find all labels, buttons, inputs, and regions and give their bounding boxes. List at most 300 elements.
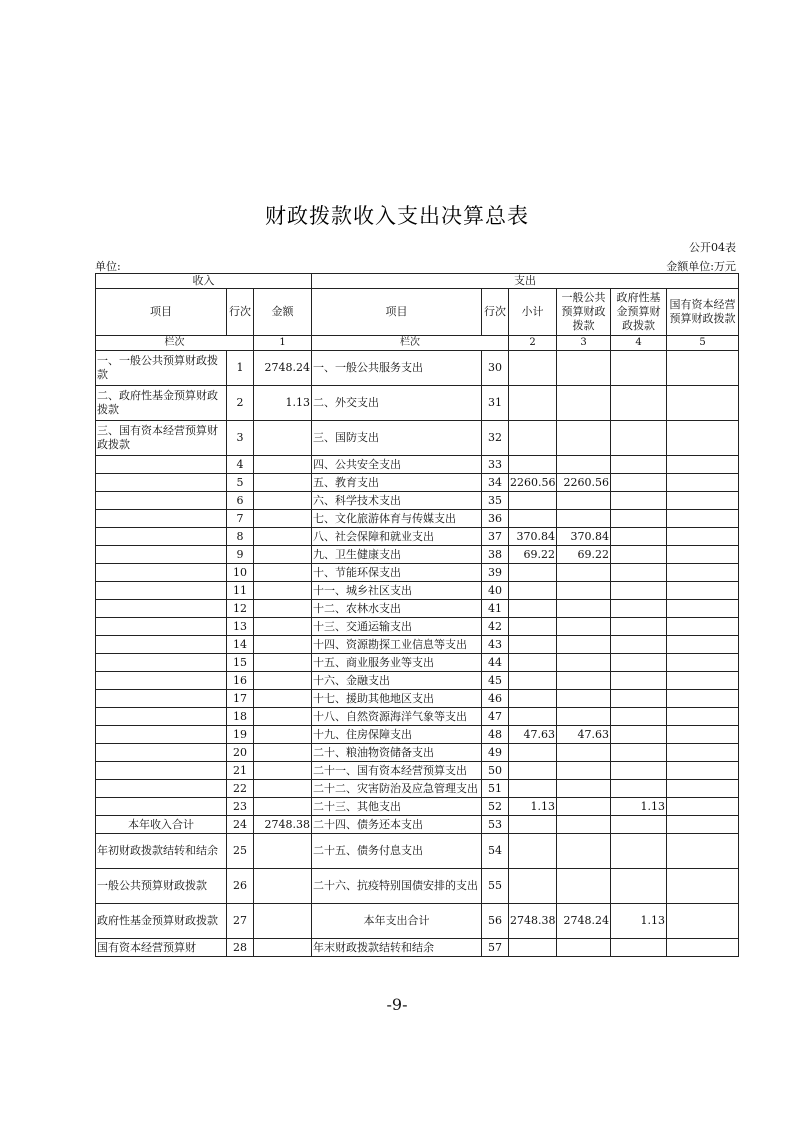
expense-row-number: 48: [482, 726, 509, 744]
gov-fund-amount: [611, 351, 667, 386]
state-capital-amount: [667, 528, 739, 546]
table-row: [96, 816, 739, 834]
income-item: 一般公共预算财政拨款: [96, 869, 227, 904]
expense-item: 七、文化旅游体育与传媒支出: [312, 510, 482, 528]
expense-row-number: 53: [482, 816, 509, 834]
expense-row-number: 45: [482, 672, 509, 690]
state-capital-amount: [667, 762, 739, 780]
general-budget-amount: [557, 386, 611, 421]
income-row-number: 8: [227, 528, 254, 546]
expense-row-header: 行次: [482, 289, 509, 336]
income-row-number: 27: [227, 904, 254, 939]
subtotal-amount: 69.22: [509, 546, 557, 564]
expense-row-number: 34: [482, 474, 509, 492]
state-capital-amount: [667, 386, 739, 421]
column-number-expense-label: 栏次: [312, 336, 509, 351]
income-item: [96, 456, 227, 474]
subtotal-amount: 47.63: [509, 726, 557, 744]
column-number-general-budget: 3: [557, 336, 611, 351]
table-row: [96, 690, 739, 708]
table-row: [96, 528, 739, 546]
expense-item: 八、社会保障和就业支出: [312, 528, 482, 546]
expense-item: 九、卫生健康支出: [312, 546, 482, 564]
gov-fund-amount: [611, 762, 667, 780]
table-row: [96, 708, 739, 726]
expense-row-number: 54: [482, 834, 509, 869]
income-row-number: 6: [227, 492, 254, 510]
income-item: 本年收入合计: [96, 816, 227, 834]
general-budget-amount: 370.84: [557, 528, 611, 546]
gov-fund-amount: [611, 672, 667, 690]
expense-item: 二十一、国有资本经营预算支出: [312, 762, 482, 780]
income-amount: [254, 492, 312, 510]
general-budget-amount: [557, 798, 611, 816]
expense-row-number: 51: [482, 780, 509, 798]
expense-item: 十、节能环保支出: [312, 564, 482, 582]
subtotal-amount: [509, 672, 557, 690]
general-budget-amount: [557, 762, 611, 780]
gov-fund-amount: [611, 421, 667, 456]
state-capital-amount: [667, 492, 739, 510]
state-capital-amount: [667, 636, 739, 654]
state-capital-amount: [667, 546, 739, 564]
subtotal-amount: [509, 869, 557, 904]
income-item: [96, 474, 227, 492]
expense-item: 二十六、抗疫特别国债安排的支出: [312, 869, 482, 904]
subtotal-amount: [509, 816, 557, 834]
expense-row-number: 56: [482, 904, 509, 939]
table-row: [96, 798, 739, 816]
expense-row-number: 30: [482, 351, 509, 386]
table-row: [96, 654, 739, 672]
income-row-number: 13: [227, 618, 254, 636]
general-budget-amount: [557, 869, 611, 904]
general-budget-amount: [557, 708, 611, 726]
income-row-number: 18: [227, 708, 254, 726]
income-amount-header: 金额: [254, 289, 312, 336]
subtotal-amount: [509, 780, 557, 798]
table-row: [96, 351, 739, 386]
income-row-number: 19: [227, 726, 254, 744]
expense-row-number: 41: [482, 600, 509, 618]
expense-item: 十六、金融支出: [312, 672, 482, 690]
expense-item: 十八、自然资源海洋气象等支出: [312, 708, 482, 726]
subtotal-amount: [509, 600, 557, 618]
general-budget-amount: [557, 780, 611, 798]
income-item: [96, 492, 227, 510]
income-item: [96, 708, 227, 726]
income-amount: 2748.24: [254, 351, 312, 386]
expense-item: 一、一般公共服务支出: [312, 351, 482, 386]
general-budget-amount: 2260.56: [557, 474, 611, 492]
state-capital-amount: [667, 780, 739, 798]
income-item: [96, 690, 227, 708]
income-item: [96, 798, 227, 816]
column-number-subtotal: 2: [509, 336, 557, 351]
general-budget-amount: [557, 618, 611, 636]
expense-item: 二十四、债务还本支出: [312, 816, 482, 834]
state-capital-amount: [667, 939, 739, 957]
income-row-number: 14: [227, 636, 254, 654]
income-item: [96, 528, 227, 546]
state-capital-amount: [667, 510, 739, 528]
gov-fund-amount: [611, 780, 667, 798]
income-amount: [254, 762, 312, 780]
income-item: [96, 618, 227, 636]
column-number-state-capital: 5: [667, 336, 739, 351]
general-budget-amount: [557, 564, 611, 582]
income-section-header: 收入: [96, 274, 312, 289]
table-row: [96, 834, 739, 869]
gov-fund-amount: [611, 708, 667, 726]
income-amount: 2748.38: [254, 816, 312, 834]
expense-row-number: 40: [482, 582, 509, 600]
expense-row-number: 33: [482, 456, 509, 474]
gov-fund-amount: [611, 528, 667, 546]
form-code: 公开04表: [689, 241, 736, 254]
income-item: [96, 762, 227, 780]
income-item: [96, 726, 227, 744]
table-row: [96, 510, 739, 528]
expense-item: 年末财政拨款结转和结余: [312, 939, 482, 957]
general-budget-amount: [557, 816, 611, 834]
expense-item: 十四、资源勘探工业信息等支出: [312, 636, 482, 654]
gov-fund-amount: 1.13: [611, 904, 667, 939]
income-amount: [254, 528, 312, 546]
income-row-number: 3: [227, 421, 254, 456]
gov-fund-amount: [611, 816, 667, 834]
income-row-number: 20: [227, 744, 254, 762]
subtotal-amount: 370.84: [509, 528, 557, 546]
income-amount: [254, 690, 312, 708]
income-item: [96, 546, 227, 564]
gov-fund-amount: [611, 618, 667, 636]
expense-item: 十五、商业服务业等支出: [312, 654, 482, 672]
general-budget-amount: [557, 672, 611, 690]
subtotal-amount: [509, 636, 557, 654]
expense-row-number: 35: [482, 492, 509, 510]
expense-item: 五、教育支出: [312, 474, 482, 492]
state-capital-amount: [667, 816, 739, 834]
gov-fund-amount: [611, 546, 667, 564]
gov-fund-amount: [611, 869, 667, 904]
income-row-number: 4: [227, 456, 254, 474]
income-item-header: 项目: [96, 289, 227, 336]
general-budget-amount: [557, 939, 611, 957]
expense-row-number: 47: [482, 708, 509, 726]
state-capital-amount: [667, 726, 739, 744]
income-item: 三、国有资本经营预算财政拨款: [96, 421, 227, 456]
income-amount: [254, 618, 312, 636]
expense-row-number: 37: [482, 528, 509, 546]
income-row-number: 9: [227, 546, 254, 564]
table-row: [96, 582, 739, 600]
income-row-number: 25: [227, 834, 254, 869]
income-item: 年初财政拨款结转和结余: [96, 834, 227, 869]
table-row: [96, 869, 739, 904]
gov-fund-header: 政府性基金预算财政拨款: [611, 289, 667, 336]
expense-row-number: 44: [482, 654, 509, 672]
table-row: [96, 780, 739, 798]
gov-fund-amount: [611, 386, 667, 421]
expense-item: 十一、城乡社区支出: [312, 582, 482, 600]
expense-section-header: 支出: [312, 274, 739, 289]
income-amount: [254, 726, 312, 744]
income-amount: [254, 546, 312, 564]
subtotal-amount: [509, 618, 557, 636]
state-capital-amount: [667, 869, 739, 904]
expense-row-number: 43: [482, 636, 509, 654]
subtotal-header: 小计: [509, 289, 557, 336]
income-row-number: 24: [227, 816, 254, 834]
income-amount: [254, 744, 312, 762]
expense-item: 二十二、灾害防治及应急管理支出: [312, 780, 482, 798]
expense-item: 本年支出合计: [312, 904, 482, 939]
subtotal-amount: [509, 421, 557, 456]
subtotal-amount: [509, 939, 557, 957]
subtotal-amount: [509, 510, 557, 528]
gov-fund-amount: [611, 582, 667, 600]
state-capital-amount: [667, 600, 739, 618]
income-item: 政府性基金预算财政拨款: [96, 904, 227, 939]
income-row-number: 22: [227, 780, 254, 798]
income-amount: [254, 582, 312, 600]
table-row: [96, 421, 739, 456]
general-budget-amount: [557, 351, 611, 386]
gov-fund-amount: [611, 726, 667, 744]
state-capital-amount: [667, 582, 739, 600]
table-row: [96, 386, 739, 421]
expense-item: 十二、农林水支出: [312, 600, 482, 618]
income-item: [96, 654, 227, 672]
state-capital-amount: [667, 744, 739, 762]
state-capital-amount: [667, 690, 739, 708]
general-budget-amount: [557, 636, 611, 654]
income-amount: [254, 672, 312, 690]
gov-fund-amount: [611, 744, 667, 762]
general-budget-amount: 2748.24: [557, 904, 611, 939]
state-capital-amount: [667, 904, 739, 939]
column-number-gov-fund: 4: [611, 336, 667, 351]
expense-row-number: 39: [482, 564, 509, 582]
subtotal-amount: [509, 762, 557, 780]
expense-row-number: 46: [482, 690, 509, 708]
state-capital-amount: [667, 421, 739, 456]
table-row: [96, 456, 739, 474]
general-budget-amount: [557, 744, 611, 762]
general-budget-amount: [557, 456, 611, 474]
general-budget-amount: [557, 834, 611, 869]
expense-item: 十七、援助其他地区支出: [312, 690, 482, 708]
table-row: [96, 492, 739, 510]
general-budget-amount: [557, 582, 611, 600]
table-row: [96, 744, 739, 762]
table-row: [96, 762, 739, 780]
gov-fund-amount: [611, 456, 667, 474]
expense-item: 十三、交通运输支出: [312, 618, 482, 636]
income-row-header: 行次: [227, 289, 254, 336]
general-budget-amount: [557, 600, 611, 618]
gov-fund-amount: [611, 492, 667, 510]
income-item: [96, 564, 227, 582]
subtotal-amount: [509, 386, 557, 421]
gov-fund-amount: [611, 654, 667, 672]
income-amount: [254, 708, 312, 726]
gov-fund-amount: [611, 636, 667, 654]
subtotal-amount: [509, 582, 557, 600]
table-row: [96, 904, 739, 939]
income-row-number: 11: [227, 582, 254, 600]
gov-fund-amount: 1.13: [611, 798, 667, 816]
state-capital-amount: [667, 456, 739, 474]
state-capital-amount: [667, 708, 739, 726]
expense-item: 三、国防支出: [312, 421, 482, 456]
expense-row-number: 38: [482, 546, 509, 564]
gov-fund-amount: [611, 600, 667, 618]
income-amount: [254, 780, 312, 798]
general-budget-amount: [557, 492, 611, 510]
income-item: 国有资本经营预算财: [96, 939, 227, 957]
state-capital-amount: [667, 834, 739, 869]
table-row: [96, 726, 739, 744]
income-amount: [254, 600, 312, 618]
gov-fund-amount: [611, 564, 667, 582]
table-row: [96, 564, 739, 582]
state-capital-amount: [667, 351, 739, 386]
income-row-number: 12: [227, 600, 254, 618]
income-item: 二、政府性基金预算财政拨款: [96, 386, 227, 421]
state-capital-header: 国有资本经营预算财政拨款: [667, 289, 739, 336]
income-row-number: 26: [227, 869, 254, 904]
unit-label: 单位:: [95, 260, 121, 273]
income-row-number: 28: [227, 939, 254, 957]
page-number: -9-: [386, 995, 408, 1014]
expense-item: 二十、粮油物资储备支出: [312, 744, 482, 762]
subtotal-amount: [509, 654, 557, 672]
income-amount: [254, 474, 312, 492]
general-budget-amount: [557, 654, 611, 672]
expense-row-number: 57: [482, 939, 509, 957]
general-budget-amount: [557, 421, 611, 456]
expense-item: 十九、住房保障支出: [312, 726, 482, 744]
state-capital-amount: [667, 618, 739, 636]
income-item: [96, 744, 227, 762]
income-row-number: 10: [227, 564, 254, 582]
page-title: 财政拨款收入支出决算总表: [265, 204, 529, 228]
income-amount: [254, 636, 312, 654]
income-item: [96, 672, 227, 690]
income-row-number: 7: [227, 510, 254, 528]
state-capital-amount: [667, 798, 739, 816]
state-capital-amount: [667, 474, 739, 492]
table-row: [96, 600, 739, 618]
subtotal-amount: [509, 834, 557, 869]
table-row: [96, 636, 739, 654]
subtotal-amount: [509, 492, 557, 510]
income-row-number: 15: [227, 654, 254, 672]
expense-row-number: 32: [482, 421, 509, 456]
table-row: [96, 474, 739, 492]
subtotal-amount: [509, 690, 557, 708]
income-row-number: 17: [227, 690, 254, 708]
income-row-number: 16: [227, 672, 254, 690]
income-amount: [254, 456, 312, 474]
income-row-number: 5: [227, 474, 254, 492]
expense-row-number: 31: [482, 386, 509, 421]
income-amount: [254, 904, 312, 939]
expense-row-number: 52: [482, 798, 509, 816]
income-item: [96, 510, 227, 528]
subtotal-amount: [509, 351, 557, 386]
general-budget-amount: [557, 510, 611, 528]
expense-item: 二十三、其他支出: [312, 798, 482, 816]
general-budget-amount: 47.63: [557, 726, 611, 744]
expense-row-number: 36: [482, 510, 509, 528]
expense-row-number: 49: [482, 744, 509, 762]
income-amount: [254, 654, 312, 672]
amount-unit: 金额单位:万元: [666, 260, 736, 273]
income-amount: [254, 798, 312, 816]
income-row-number: 2: [227, 386, 254, 421]
state-capital-amount: [667, 672, 739, 690]
expense-row-number: 50: [482, 762, 509, 780]
table-row: [96, 939, 739, 957]
expense-row-number: 42: [482, 618, 509, 636]
income-amount: [254, 869, 312, 904]
gov-fund-amount: [611, 939, 667, 957]
subtotal-amount: [509, 744, 557, 762]
gov-fund-amount: [611, 690, 667, 708]
column-number-label: 栏次: [96, 336, 254, 351]
income-amount: [254, 939, 312, 957]
general-budget-amount: 69.22: [557, 546, 611, 564]
state-capital-amount: [667, 564, 739, 582]
income-item: [96, 582, 227, 600]
income-item: [96, 600, 227, 618]
gov-fund-amount: [611, 510, 667, 528]
expense-item-header: 项目: [312, 289, 482, 336]
subtotal-amount: 2260.56: [509, 474, 557, 492]
subtotal-amount: [509, 456, 557, 474]
gov-fund-amount: [611, 474, 667, 492]
income-item: [96, 636, 227, 654]
expense-item: 二、外交支出: [312, 386, 482, 421]
subtotal-amount: 2748.38: [509, 904, 557, 939]
income-row-number: 21: [227, 762, 254, 780]
income-row-number: 23: [227, 798, 254, 816]
expense-item: 六、科学技术支出: [312, 492, 482, 510]
expense-item: 二十五、债务付息支出: [312, 834, 482, 869]
subtotal-amount: 1.13: [509, 798, 557, 816]
subtotal-amount: [509, 564, 557, 582]
expense-row-number: 55: [482, 869, 509, 904]
budget-table: [95, 273, 739, 957]
income-row-number: 1: [227, 351, 254, 386]
general-budget-header: 一般公共预算财政拨款: [557, 289, 611, 336]
column-number-income-amount: 1: [254, 336, 312, 351]
gov-fund-amount: [611, 834, 667, 869]
income-amount: 1.13: [254, 386, 312, 421]
state-capital-amount: [667, 654, 739, 672]
income-amount: [254, 510, 312, 528]
income-amount: [254, 421, 312, 456]
table-row: [96, 618, 739, 636]
income-amount: [254, 564, 312, 582]
table-row: [96, 672, 739, 690]
income-amount: [254, 834, 312, 869]
subtotal-amount: [509, 708, 557, 726]
expense-item: 四、公共安全支出: [312, 456, 482, 474]
